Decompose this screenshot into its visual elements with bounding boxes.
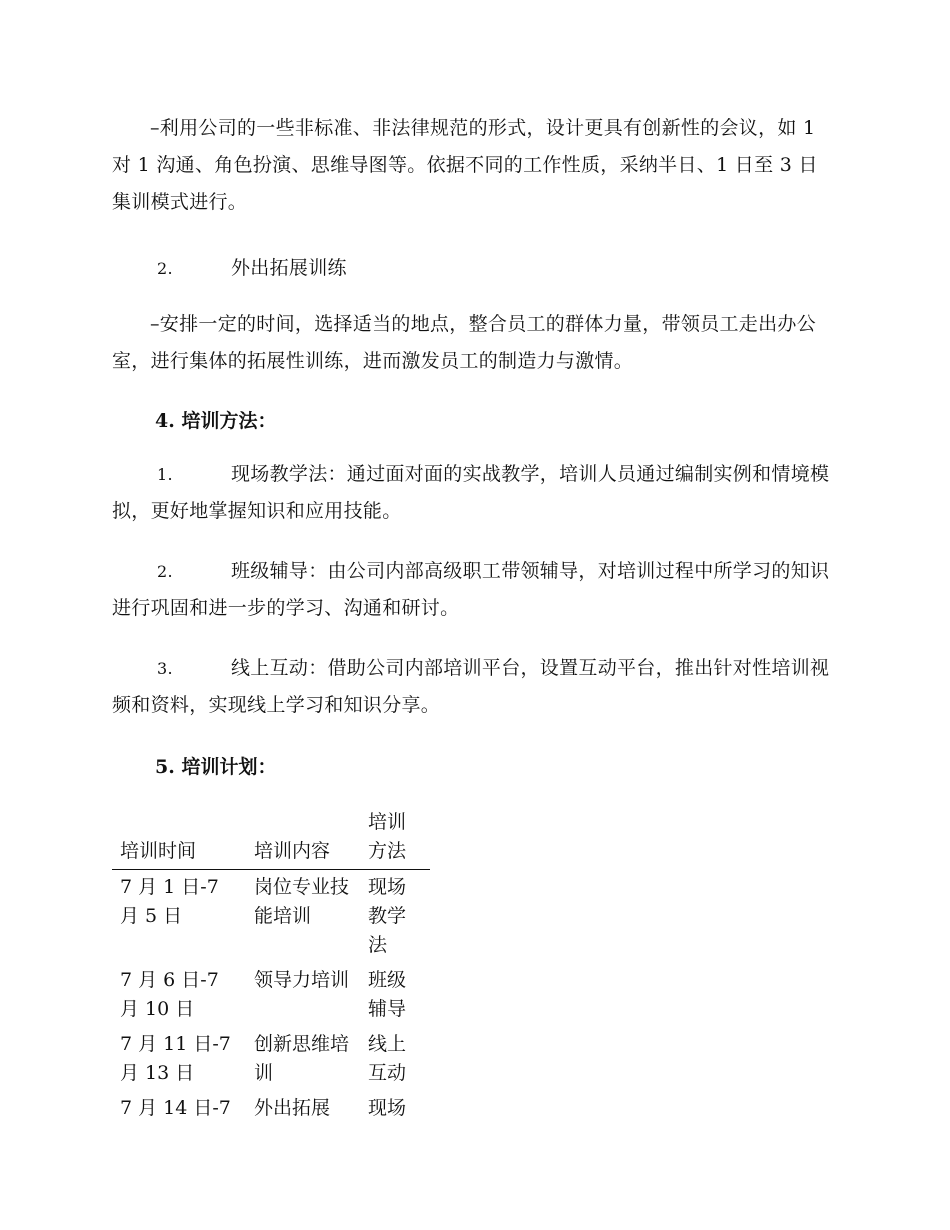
- list-item-text: 线上互动：借助公司内部培训平台，设置互动平台，推出针对性培训视频和资料，实现线上学习和知识分享。: [112, 657, 830, 716]
- training-plan-table: [112, 808, 430, 1126]
- list-item-number: 3.: [157, 659, 173, 678]
- table-cell-method: 线上互动: [368, 1033, 407, 1084]
- paragraph-innovative-meeting: –利用公司的一些非标准、非法律规范的形式，设计更具有创新性的会议，如 1 对 1 沟通、角色扮演、思维导图等。依据不同的工作性质，采纳半日、1 日至 3 日集训模式进行。: [112, 117, 818, 213]
- list-item-method-2: [112, 553, 834, 627]
- list-item-outdoor-training: [112, 250, 834, 287]
- table-cell-content: 创新思维培训: [254, 1033, 350, 1084]
- list-item-number: 1.: [157, 465, 173, 484]
- table-cell-content: 领导力培训: [254, 969, 350, 991]
- table-header-row: [112, 808, 430, 870]
- list-item-method-1: [112, 456, 834, 530]
- list-item-text: 现场教学法：通过面对面的实战教学，培训人员通过编制实例和情境模拟，更好地掌握知识和应用技能。: [112, 463, 830, 522]
- paragraph-outdoor-description: –安排一定的时间，选择适当的地点，整合员工的群体力量，带领员工走出办公室，进行集体的拓展性训练，进而激发员工的制造力与激情。: [112, 313, 817, 372]
- list-item-method-3: [112, 650, 834, 724]
- table-cell-time: 7 月 6 日-7 月 10 日: [120, 969, 219, 1020]
- list-item-number: 2.: [157, 259, 173, 278]
- table-row: [112, 1027, 430, 1091]
- list-item-number: 2.: [157, 562, 173, 581]
- table-cell-method: 现场教学法: [368, 876, 407, 956]
- table-cell-time: 7 月 1 日-7 月 5 日: [120, 876, 219, 927]
- table-row: [112, 1091, 430, 1126]
- table-cell-content: 外出拓展: [254, 1097, 331, 1119]
- table-cell-content: 岗位专业技能培训: [254, 876, 350, 927]
- table-cell-time: 7 月 11 日-7 月 13 日: [120, 1033, 231, 1084]
- table-cell-method: 现场: [368, 1097, 407, 1119]
- table-row: [112, 870, 430, 964]
- column-header-method: 培训方法: [360, 808, 430, 870]
- list-item-text: 班级辅导：由公司内部高级职工带领辅导，对培训过程中所学习的知识进行巩固和进一步的学习、沟通和研讨。: [112, 560, 830, 619]
- table-row: [112, 963, 430, 1027]
- section-heading-training-methods: 4. 培训方法：: [155, 410, 277, 432]
- section-heading-training-plan: 5. 培训计划：: [155, 756, 277, 778]
- column-header-time: 培训时间: [112, 808, 246, 870]
- list-item-label: 外出拓展训练: [231, 257, 347, 279]
- table-cell-method: 班级辅导: [368, 969, 407, 1020]
- table-cell-time: 7 月 14 日-7: [120, 1097, 231, 1119]
- column-header-content: 培训内容: [246, 808, 360, 870]
